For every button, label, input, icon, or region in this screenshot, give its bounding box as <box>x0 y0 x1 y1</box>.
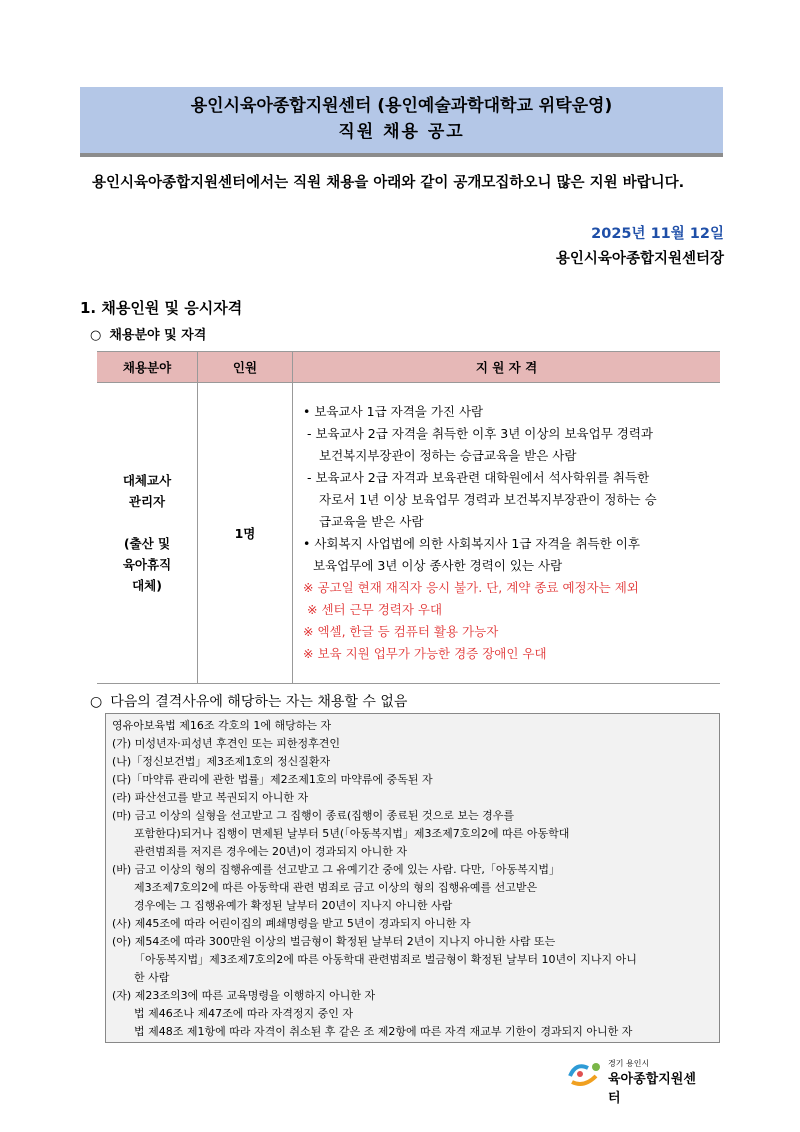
list-item: 제3조제7호의2에 따른 아동학대 관련 범죄로 금고 이상의 형의 집행유예를 선고받은 <box>134 881 538 894</box>
column-header-field: 채용분야 <box>97 352 198 383</box>
list-item: 법 제48조 제1항에 따라 자격이 취소된 후 같은 조 제2항에 따른 자격 재교부 기한이 경과되지 아니한 자 <box>134 1025 633 1038</box>
circle-bullet-icon: ○ <box>90 328 102 343</box>
intro-paragraph: 용인시육아종합지원센터에서는 직원 채용을 아래와 같이 공개모집하오니 많은 지원 바랍니다. <box>92 175 685 191</box>
note-line: ※ 엑셀, 한글 등 컴퓨터 활용 가능자 <box>303 624 499 639</box>
title-banner <box>80 87 723 157</box>
list-item: 포함한다)되거나 집행이 면제된 날부터 5년(「아동복지법」제3조제7호의2에 따른 아동학대 <box>134 827 570 840</box>
qualification-line: - 보육교사 2급 자격과 보육관련 대학원에서 석사학위를 취득한 <box>307 470 650 485</box>
disqualification-box <box>105 713 720 1043</box>
list-item: (다)「마약류 관리에 관한 법률」제2조제1호의 마약류에 중독된 자 <box>112 773 433 786</box>
list-item: 한 사람 <box>134 971 170 984</box>
field-cell: 대체교사 관리자 (출산 및 육아휴직 대체) <box>97 383 198 684</box>
center-logo <box>566 1058 706 1106</box>
qualification-line: 보육업무에 3년 이상 종사한 경력이 있는 사람 <box>313 558 563 573</box>
announcement-date: 2025년 11월 12일 <box>591 226 724 242</box>
note-line: ※ 보육 지원 업무가 가능한 경증 장애인 우대 <box>303 646 547 661</box>
list-item: 영유아보육법 제16조 각호의 1에 해당하는 자 <box>112 719 332 732</box>
circle-bullet-icon: ○ <box>90 694 103 710</box>
list-item: (사) 제45조에 따라 어린이집의 폐쇄명령을 받고 5년이 경과되지 아니한 자 <box>112 917 471 930</box>
qualification-line: 보건복지부장관이 정하는 승급교육을 받은 사람 <box>319 448 577 463</box>
list-item: (가) 미성년자·피성년 후견인 또는 피한정후견인 <box>112 737 340 750</box>
disqualification-title: ○ 다음의 결격사유에 해당하는 자는 채용할 수 없음 <box>90 694 408 710</box>
logo-mark-icon <box>566 1058 604 1088</box>
recruitment-table <box>97 351 720 684</box>
table-row <box>97 383 720 684</box>
list-item: (자) 제23조의3에 따른 교육명령을 이행하지 아니한 자 <box>112 989 376 1002</box>
list-item: (바) 금고 이상의 형의 집행유예를 선고받고 그 유예기간 중에 있는 사람. 다만,「아동복지법」 <box>112 863 560 876</box>
list-item: (나)「정신보건법」제3조제1호의 정신질환자 <box>112 755 331 768</box>
list-item: 경우에는 그 집행유예가 확정된 날부터 20년이 지나지 아니한 사람 <box>134 899 453 912</box>
column-header-qualifications: 지 원 자 격 <box>293 352 721 383</box>
page-subtitle: 직원 채용 공고 <box>338 122 465 142</box>
list-item: 법 제46조나 제47조에 따라 자격정지 중인 자 <box>134 1007 353 1020</box>
list-item: (아) 제54조에 따라 300만원 이상의 벌금형이 확정된 날부터 2년이 지나지 아니한 사람 또는 <box>112 935 556 948</box>
headcount-cell: 1명 <box>198 383 293 684</box>
qualification-line: • 사회복지 사업법에 의한 사회복지사 1급 자격을 취득한 이후 <box>303 536 640 551</box>
section-1-title: 1. 채용인원 및 응시자격 <box>80 299 243 317</box>
qualification-line: 급교육을 받은 사람 <box>319 514 424 529</box>
list-item: 관련범죄를 저지른 경우에는 20년)이 경과되지 아니한 자 <box>134 845 408 858</box>
page-title: 용인시육아종합지원센터 (용인예술과학대학교 위탁운영) <box>190 96 613 116</box>
list-item: (마) 금고 이상의 실형을 선고받고 그 집행이 종료(집행이 종료된 것으로 보는 경우를 <box>112 809 514 822</box>
note-line: ※ 센터 근무 경력자 우대 <box>307 602 443 617</box>
qualification-line: 자로서 1년 이상 보육업무 경력과 보건복지부장관이 정하는 승 <box>319 492 657 507</box>
table-header-row <box>97 352 720 383</box>
signature: 용인시육아종합지원센터장 <box>555 251 724 267</box>
logo-big-text: 육아종합지원센터 <box>608 1072 696 1106</box>
list-item: (라) 파산선고를 받고 복권되지 아니한 자 <box>112 791 309 804</box>
note-line: ※ 공고일 현재 재직자 응시 불가. 단, 계약 종료 예정자는 제외 <box>303 580 639 595</box>
qualification-line: • 보육교사 1급 자격을 가진 사람 <box>303 404 484 419</box>
column-header-headcount: 인원 <box>198 352 293 383</box>
list-item: 「아동복지법」제3조제7호의2에 따른 아동학대 관련범죄로 벌금형이 확정된 날부터 10년이 지나지 아니 <box>134 953 637 966</box>
qualification-line: - 보육교사 2급 자격을 취득한 이후 3년 이상의 보육업무 경력과 <box>307 426 653 441</box>
section-1-subtitle: ○ 채용분야 및 자격 <box>90 328 207 343</box>
qualifications-cell <box>293 383 721 684</box>
logo-small-text: 경기 용인시 <box>608 1059 650 1068</box>
